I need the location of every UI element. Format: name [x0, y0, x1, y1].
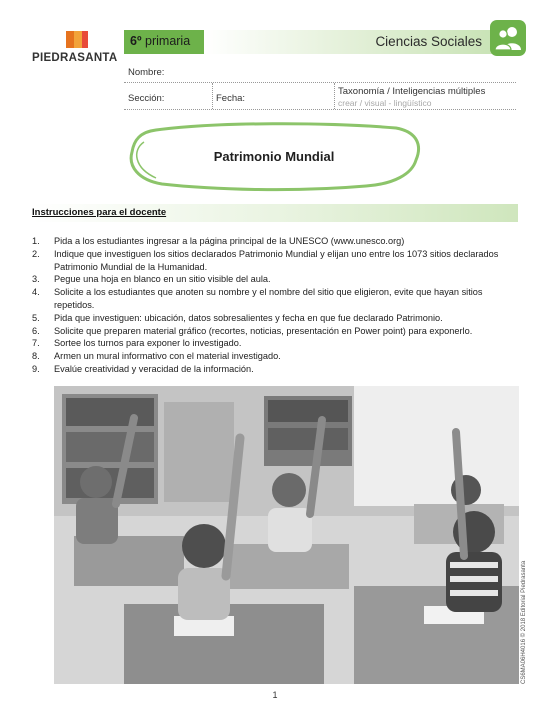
page-number: 1	[272, 690, 278, 700]
taxonomy-sub: crear / visual - lingüístico	[338, 98, 432, 108]
list-item: 9. Evalúe creatividad y veracidad de la información.	[32, 363, 254, 374]
instructions-heading: Instrucciones para el docente	[32, 207, 167, 218]
list-item: 3. Pegue una hoja en blanco en un sitio visible del aula.	[32, 274, 271, 285]
people-icon	[490, 20, 526, 56]
list-item: 2. Indique que investiguen los sitios declarados Patrimonio Mundial y elijan uno entre los 1073 sitios declarados Patrimonio Mundial de la Humanidad.	[32, 248, 499, 272]
grade-box	[124, 30, 204, 54]
taxonomy-label: Taxonomía / Inteligencias múltiples	[338, 86, 486, 97]
section-label: Sección:	[128, 93, 165, 104]
list-item: 5. Pida que investiguen: ubicación, datos sobresalientes y fecha en que fue declarado Patrimonio.	[32, 312, 443, 323]
piedrasanta-logo	[32, 30, 126, 70]
logo-flag-icon	[64, 30, 90, 50]
name-line[interactable]	[124, 82, 516, 83]
date-label: Fecha:	[216, 93, 246, 104]
photo-credit: CS6MA06H4016 © 2018 Editorial Piedrasanta	[521, 560, 527, 684]
grade-number: 6º	[130, 34, 142, 48]
list-item: 7. Sortee los turnos para exponer lo investigado.	[32, 338, 242, 349]
classroom-photo	[54, 386, 519, 684]
name-label: Nombre:	[128, 67, 165, 78]
list-item: 8. Armen un mural informativo con el material investigado.	[32, 351, 281, 362]
form-divider	[212, 83, 213, 109]
grade-word: primaria	[145, 34, 191, 48]
page-title: Patrimonio Mundial	[213, 149, 335, 164]
form-divider	[334, 83, 335, 109]
section-line[interactable]	[124, 109, 516, 110]
grade-label	[130, 34, 190, 48]
subject-title: Ciencias Sociales	[375, 34, 482, 49]
brand-name: PIEDRASANTA	[32, 52, 118, 64]
header-bar	[124, 30, 494, 54]
list-item: 6. Solicite que preparen material gráfico (recortes, noticias, presentación en Power point) para exponerlo.	[32, 325, 473, 336]
subject-box	[204, 30, 494, 54]
list-item: 4. Solicite a los estudiantes que anoten su nombre y el nombre del sitio que eligieron, evite que hayan sitios repetidos.	[32, 287, 483, 310]
list-item: 1. Pida a los estudiantes ingresar a la página principal de la UNESCO (www.unesco.org)	[32, 236, 405, 246]
instructions-list	[32, 235, 520, 376]
